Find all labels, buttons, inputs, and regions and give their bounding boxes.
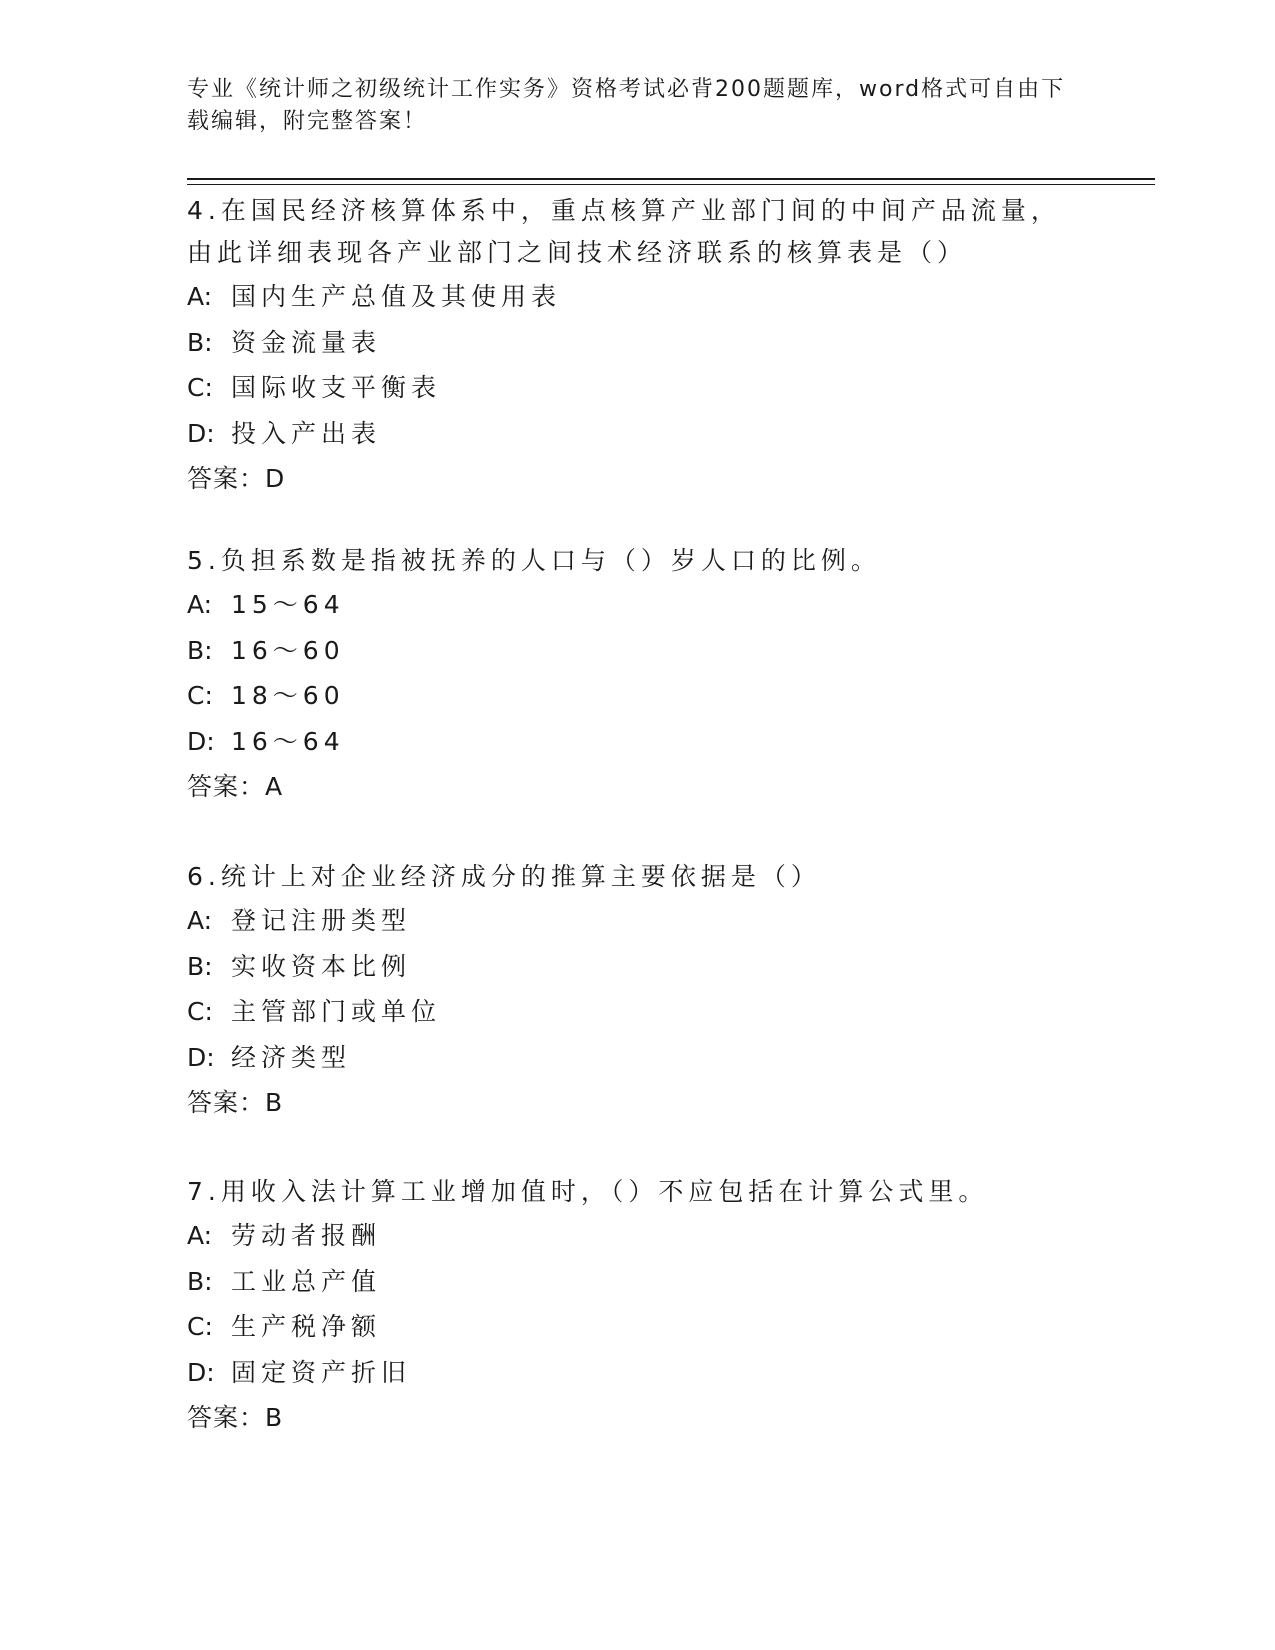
option-text: 16～60 (231, 635, 345, 665)
answer-label: 答案： (187, 1088, 266, 1117)
option-a (187, 898, 1087, 944)
option-c (187, 989, 1087, 1035)
answer-line (187, 456, 1087, 502)
option-text: 主管部门或单位 (231, 997, 442, 1026)
option-b (187, 1259, 1087, 1305)
option-b (187, 944, 1087, 990)
answer-key: D (265, 464, 287, 493)
option-label: D: (187, 1042, 215, 1072)
option-d (187, 1035, 1087, 1081)
option-d (187, 719, 1087, 765)
option-label: C: (187, 1312, 213, 1341)
option-text: 登记注册类型 (231, 906, 412, 935)
header-rule-thin (187, 184, 1155, 185)
answer-line (187, 1080, 1087, 1126)
option-a (187, 1213, 1087, 1259)
option-label: B: (187, 1266, 213, 1296)
option-label: B: (187, 635, 213, 665)
option-label: A: (187, 282, 213, 311)
option-label: B: (187, 327, 213, 357)
option-label: C: (187, 997, 213, 1026)
option-b (187, 320, 1087, 366)
question-7 (187, 1171, 1087, 1441)
option-d (187, 1350, 1087, 1396)
answer-key: A (265, 772, 285, 801)
option-text: 16～64 (231, 726, 345, 756)
option-a (187, 582, 1087, 628)
option-text: 实收资本比例 (231, 951, 412, 981)
question-stem: 6.统计上对企业经济成分的推算主要依据是（） (187, 862, 821, 891)
header-rule-thick (187, 178, 1155, 180)
option-text: 18～60 (231, 681, 345, 710)
option-label: B: (187, 951, 213, 981)
option-label: D: (187, 726, 215, 756)
option-text: 15～64 (231, 590, 345, 619)
answer-label: 答案： (187, 772, 266, 801)
question-4 (187, 190, 1087, 502)
option-text: 国内生产总值及其使用表 (231, 282, 562, 311)
option-label: A: (187, 1221, 213, 1250)
option-a (187, 274, 1087, 320)
option-text: 生产税净额 (231, 1312, 382, 1341)
answer-line (187, 764, 1087, 810)
answer-line (187, 1395, 1087, 1441)
option-text: 固定资产折旧 (231, 1357, 412, 1387)
question-5 (187, 540, 1087, 810)
answer-label: 答案： (187, 1403, 266, 1432)
option-text: 工业总产值 (231, 1266, 382, 1296)
option-d (187, 411, 1087, 457)
option-text: 投入产出表 (231, 418, 382, 448)
option-c (187, 1304, 1087, 1350)
option-c (187, 365, 1087, 411)
question-6 (187, 856, 1087, 1126)
question-stem: 4.在国民经济核算体系中，重点核算产业部门间的中间产品流量，由此详细表现各产业部门之间技术经济联系的核算表是（） (187, 196, 1061, 267)
question-stem: 7.用收入法计算工业增加值时，（）不应包括在计算公式里。 (187, 1177, 989, 1206)
option-label: C: (187, 681, 213, 710)
answer-label: 答案： (187, 464, 266, 493)
document-header: 专业《统计师之初级统计工作实务》资格考试必背200题题库，word格式可自由下载编辑，附完整答案！ (187, 77, 1066, 134)
option-text: 资金流量表 (231, 327, 382, 357)
option-label: A: (187, 590, 213, 619)
option-c (187, 673, 1087, 719)
option-label: D: (187, 1357, 215, 1387)
answer-key: B (265, 1403, 285, 1432)
option-label: D: (187, 418, 215, 448)
option-text: 国际收支平衡表 (231, 373, 442, 402)
option-b (187, 628, 1087, 674)
question-stem: 5.负担系数是指被抚养的人口与（）岁人口的比例。 (187, 546, 881, 575)
option-label: C: (187, 373, 213, 402)
option-text: 劳动者报酬 (231, 1221, 382, 1250)
option-text: 经济类型 (231, 1042, 352, 1072)
answer-key: B (265, 1088, 285, 1117)
option-label: A: (187, 906, 213, 935)
